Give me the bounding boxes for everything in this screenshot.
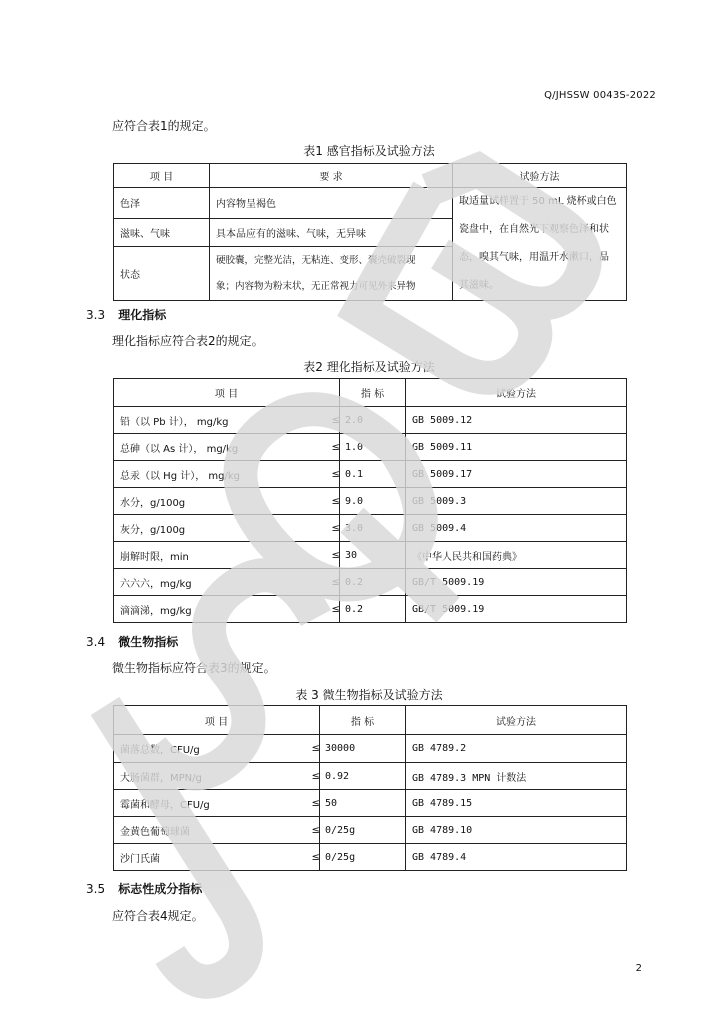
table2-value: 9.0 [340, 488, 406, 515]
table2-item: 铅（以 Pb 计）， mg/kg [114, 407, 326, 434]
leq-symbol: ≤ [326, 407, 340, 434]
table1-header-method: 试验方法 [453, 164, 627, 188]
section-3-3-text: 理化指标应符合表2的规定。 [112, 334, 264, 348]
table2-item: 总汞（以 Hg 计）， mg/kg [114, 461, 326, 488]
standard-number: Q/JHSSW 0043S-2022 [544, 90, 656, 101]
table2-item: 水分，g/100g [114, 488, 326, 515]
table1-caption: 表1 感官指标及试验方法 [303, 144, 435, 158]
table2-value: 30 [340, 542, 406, 569]
table2-value: 3.0 [340, 515, 406, 542]
table2-item: 滴滴涕，mg/kg [114, 596, 326, 623]
table-row [114, 515, 627, 542]
table2-value: 1.0 [340, 434, 406, 461]
table3-method: GB 4789.15 [406, 790, 627, 817]
table-row [114, 844, 627, 871]
table2-method: 《中华人民共和国药典》 [406, 542, 627, 569]
table3-method: GB 4789.10 [406, 817, 627, 844]
table3-item: 菌落总数，CFU/g [114, 735, 306, 763]
table1-method-line: 瓷盘中，在自然光下观察色泽和状 [459, 224, 609, 235]
table2-method: GB 5009.11 [406, 434, 627, 461]
table1-header-requirement: 要 求 [210, 164, 453, 188]
table3-header-value: 指 标 [320, 706, 406, 735]
leq-symbol: ≤ [326, 515, 340, 542]
table2-item: 灰分，g/100g [114, 515, 326, 542]
table2-method: GB 5009.4 [406, 515, 627, 542]
table1-requirement: 具本品应有的滋味、气味，无异味 [210, 218, 453, 247]
section-3-5-text: 应符合表4规定。 [112, 909, 204, 923]
table1-header-row [114, 164, 627, 188]
section-number: 3.4 [86, 635, 106, 649]
table-row [114, 817, 627, 844]
leq-symbol: ≤ [306, 844, 320, 871]
leq-symbol: ≤ [326, 596, 340, 623]
table-row [114, 735, 627, 763]
table-row [114, 790, 627, 817]
table2-item: 总砷（以 As 计）， mg/kg [114, 434, 326, 461]
leq-symbol: ≤ [306, 735, 320, 763]
table1 [113, 163, 627, 301]
table3-value: 0/25g [320, 844, 406, 871]
section-number: 3.3 [86, 308, 106, 322]
table3-value: 0.92 [320, 763, 406, 790]
table2-method: GB 5009.17 [406, 461, 627, 488]
table1-requirement-line: 硬胶囊，完整光洁，无粘连、变形、囊壳破裂现 [216, 254, 416, 266]
table2-header-method: 试验方法 [406, 379, 627, 407]
table3-header-item: 项 目 [114, 706, 320, 735]
leq-symbol: ≤ [306, 790, 320, 817]
table3-header-row [114, 706, 627, 735]
table2-header-item: 项 目 [114, 379, 340, 407]
section-3-5-heading [86, 880, 202, 897]
table1-requirement: 内容物呈褐色 [210, 188, 453, 219]
table2-item: 六六六，mg/kg [114, 569, 326, 596]
table2-header-row [114, 379, 627, 407]
table3-item: 沙门氏菌 [114, 844, 306, 871]
table-row [114, 434, 627, 461]
section-3-4-heading [86, 633, 178, 650]
table2-method: GB/T 5009.19 [406, 596, 627, 623]
leq-symbol: ≤ [306, 817, 320, 844]
table1-item: 状态 [114, 247, 210, 301]
leq-symbol: ≤ [326, 434, 340, 461]
page-number: 2 [635, 963, 642, 974]
table3-value: 50 [320, 790, 406, 817]
table-row [114, 488, 627, 515]
table1-method-line: 取适量试样置于 50 mL 烧杯或白色 [459, 196, 617, 207]
table2-method: GB 5009.3 [406, 488, 627, 515]
section-title: 微生物指标 [118, 635, 179, 649]
table3-item: 霉菌和酵母，CFU/g [114, 790, 306, 817]
table3-item: 金黄色葡萄球菌 [114, 817, 306, 844]
table-row [114, 763, 627, 790]
table2-method: GB 5009.12 [406, 407, 627, 434]
leq-symbol: ≤ [306, 763, 320, 790]
table2-item: 崩解时限，min [114, 542, 326, 569]
section-title: 理化指标 [118, 308, 167, 322]
leq-symbol: ≤ [326, 542, 340, 569]
table-row [114, 596, 627, 623]
table2 [113, 378, 627, 623]
table3-method: GB 4789.4 [406, 844, 627, 871]
table-row [114, 188, 627, 219]
table3-method: GB 4789.2 [406, 735, 627, 763]
table2-header-value: 指 标 [340, 379, 406, 407]
table1-method-line: 其滋味。 [459, 280, 499, 291]
table1-item: 色泽 [114, 188, 210, 219]
table3-header-method: 试验方法 [406, 706, 627, 735]
section-3-3-heading [86, 306, 166, 323]
table3-value: 0/25g [320, 817, 406, 844]
leq-symbol: ≤ [326, 569, 340, 596]
table-row [114, 542, 627, 569]
section-title: 标志性成分指标 [118, 882, 203, 896]
table1-method-line: 态，嗅其气味，用温开水漱口，品 [459, 252, 609, 263]
table2-value: 0.2 [340, 569, 406, 596]
table1-method [453, 188, 627, 301]
table-row [114, 461, 627, 488]
table2-method: GB/T 5009.19 [406, 569, 627, 596]
table-row [114, 407, 627, 434]
table3-method: GB 4789.3 MPN 计数法 [406, 763, 627, 790]
table2-caption: 表2 理化指标及试验方法 [303, 360, 435, 374]
table2-value: 0.1 [340, 461, 406, 488]
table1-header-item: 项 目 [114, 164, 210, 188]
table3 [113, 705, 627, 871]
table3-value: 30000 [320, 735, 406, 763]
table3-caption: 表 3 微生物指标及试验方法 [295, 688, 443, 702]
table2-value: 2.0 [340, 407, 406, 434]
table1-requirement [210, 247, 453, 301]
table1-requirement-line: 象；内容物为粉末状，无正常视力可见外来异物 [216, 280, 416, 292]
leq-symbol: ≤ [326, 488, 340, 515]
section-3-4-text: 微生物指标应符合表3的规定。 [112, 661, 276, 675]
leq-symbol: ≤ [326, 461, 340, 488]
table-row [114, 569, 627, 596]
table1-item: 滋味、气味 [114, 218, 210, 247]
intro-text: 应符合表1的规定。 [112, 119, 216, 133]
section-number: 3.5 [86, 882, 106, 896]
table3-item: 大肠菌群，MPN/g [114, 763, 306, 790]
table2-value: 0.2 [340, 596, 406, 623]
